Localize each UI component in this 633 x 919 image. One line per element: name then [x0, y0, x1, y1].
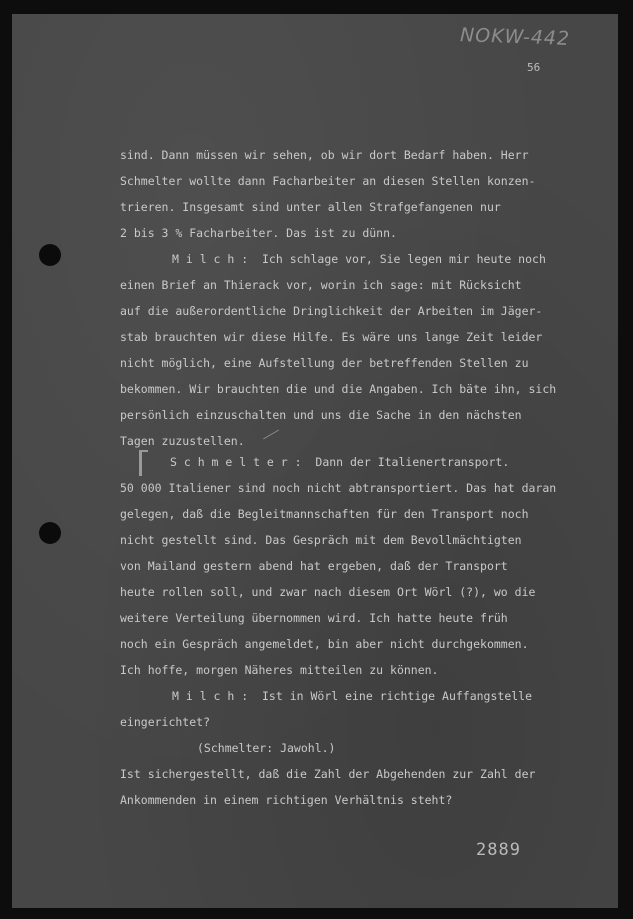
text-line: gelegen, daß die Begleitmannschaften für den Transport noch: [120, 507, 529, 521]
text-line: 50 000 Italiener sind noch nicht abtransportiert. Das hat daran: [120, 481, 557, 495]
text-line: sind. Dann müssen wir sehen, ob wir dort Bedarf haben. Herr: [120, 148, 529, 162]
text-line: Schmelter wollte dann Facharbeiter an diesen Stellen konzen-: [120, 174, 536, 188]
page-number: 56: [527, 61, 541, 74]
text-line: auf die außerordentliche Dringlichkeit der Arbeiten im Jäger-: [120, 304, 543, 318]
document-reference: NOKW-442: [459, 24, 571, 50]
text-line: weitere Verteilung übernommen wird. Ich hatte heute früh: [120, 611, 508, 625]
document-page: [12, 14, 618, 908]
text-line: trieren. Insgesamt sind unter allen Strafgefangenen nur: [120, 200, 501, 214]
speaker-line-milch: M i l c h : Ist in Wörl eine richtige Auffangstelle: [172, 689, 533, 703]
stamped-page-number: 2889: [476, 840, 521, 860]
text-line: noch ein Gespräch angemeldet, bin aber nicht durchgekommen.: [120, 637, 529, 651]
text-line: Ankommenden in einem richtigen Verhältnis steht?: [120, 793, 453, 807]
text-line: von Mailand gestern abend hat ergeben, daß der Transport: [120, 559, 508, 573]
text-line: nicht möglich, eine Aufstellung der betreffenden Stellen zu: [120, 356, 529, 370]
pencil-mark: [263, 430, 279, 440]
text-line: bekommen. Wir brauchten die und die Angaben. Ich bäte ihn, sich: [120, 382, 557, 396]
text-line: Ich hoffe, morgen Näheres mitteilen zu können.: [120, 663, 439, 677]
text-line: stab brauchten wir diese Hilfe. Es wäre uns lange Zeit leider: [120, 330, 543, 344]
speaker-line-milch: M i l c h : Ich schlage vor, Sie legen mir heute noch: [172, 252, 546, 266]
text-line: heute rollen soll, und zwar nach diesem Ort Wörl (?), wo die: [120, 585, 536, 599]
text-line: Ist sichergestellt, daß die Zahl der Abgehenden zur Zahl der: [120, 767, 536, 781]
text-line: Tagen zuzustellen.: [120, 434, 245, 448]
text-line: 2 bis 3 % Facharbeiter. Das ist zu dünn.: [120, 226, 397, 240]
punch-hole-top: [39, 244, 61, 266]
interjection-line: (Schmelter: Jawohl.): [197, 741, 336, 755]
margin-bracket-mark: [139, 450, 148, 476]
speaker-line-schmelter: S c h m e l t e r : Dann der Italienertransport.: [170, 455, 510, 469]
text-line: einen Brief an Thierack vor, worin ich sage: mit Rücksicht: [120, 278, 522, 292]
punch-hole-bottom: [39, 522, 61, 544]
text-line: eingerichtet?: [120, 715, 211, 729]
text-line: persönlich einzuschalten und uns die Sache in den nächsten: [120, 408, 522, 422]
text-line: nicht gestellt sind. Das Gespräch mit dem Bevollmächtigten: [120, 533, 522, 547]
